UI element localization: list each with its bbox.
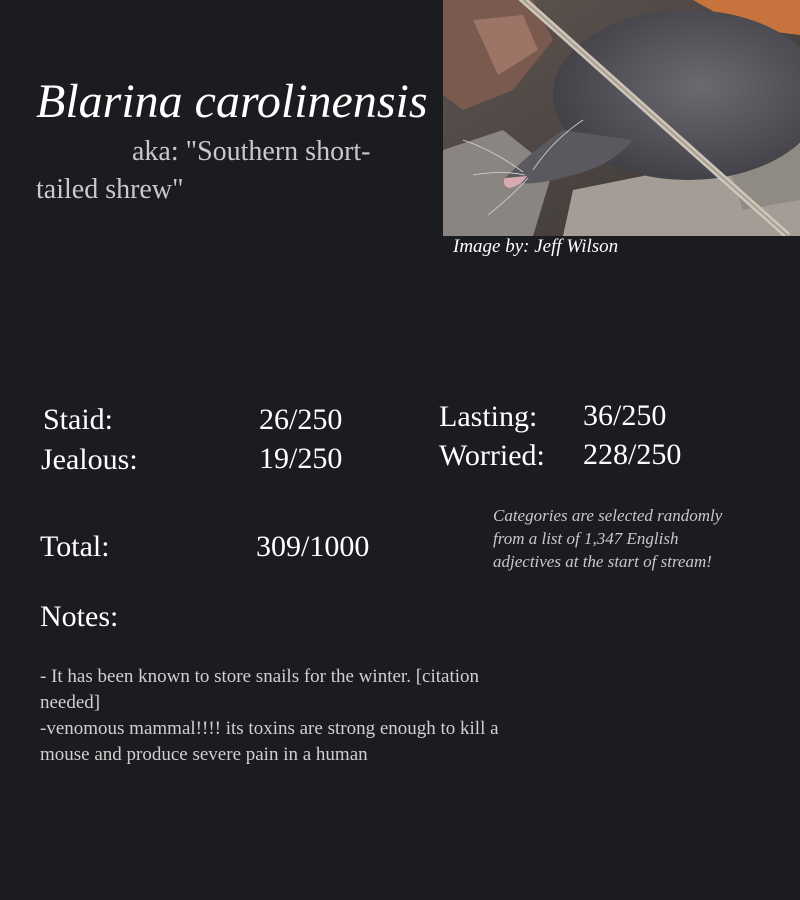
stat-label-jealous: Jealous:: [41, 443, 138, 476]
stat-value-total: 309/1000: [256, 530, 370, 563]
stat-label-lasting: Lasting:: [439, 400, 538, 433]
stat-label-worried: Worried:: [439, 439, 545, 472]
species-title: Blarina carolinensis: [36, 75, 428, 128]
categories-note: Categories are selected randomly from a list of 1,347 English adjectives at the start of stream!: [493, 506, 723, 571]
note-item: - It has been known to store snails for the winter. [citation needed]: [40, 666, 480, 713]
stat-label-total: Total:: [40, 530, 110, 563]
stat-value-lasting: 36/250: [583, 399, 667, 432]
image-credit: Image by: Jeff Wilson: [453, 236, 619, 257]
stat-value-worried: 228/250: [583, 438, 682, 471]
notes-list: [40, 664, 520, 768]
stat-label-staid: Staid:: [43, 403, 114, 436]
common-name: aka: "Southern short-tailed shrew": [36, 136, 371, 205]
note-item: -venomous mammal!!!! its toxins are strong enough to kill a mouse and produce severe pain in a human: [40, 718, 499, 765]
stat-value-jealous: 19/250: [259, 442, 343, 475]
shrew-photo: [443, 0, 800, 236]
notes-heading: Notes:: [40, 600, 119, 633]
stat-value-staid: 26/250: [259, 403, 343, 436]
shrew-illustration: [443, 0, 800, 236]
